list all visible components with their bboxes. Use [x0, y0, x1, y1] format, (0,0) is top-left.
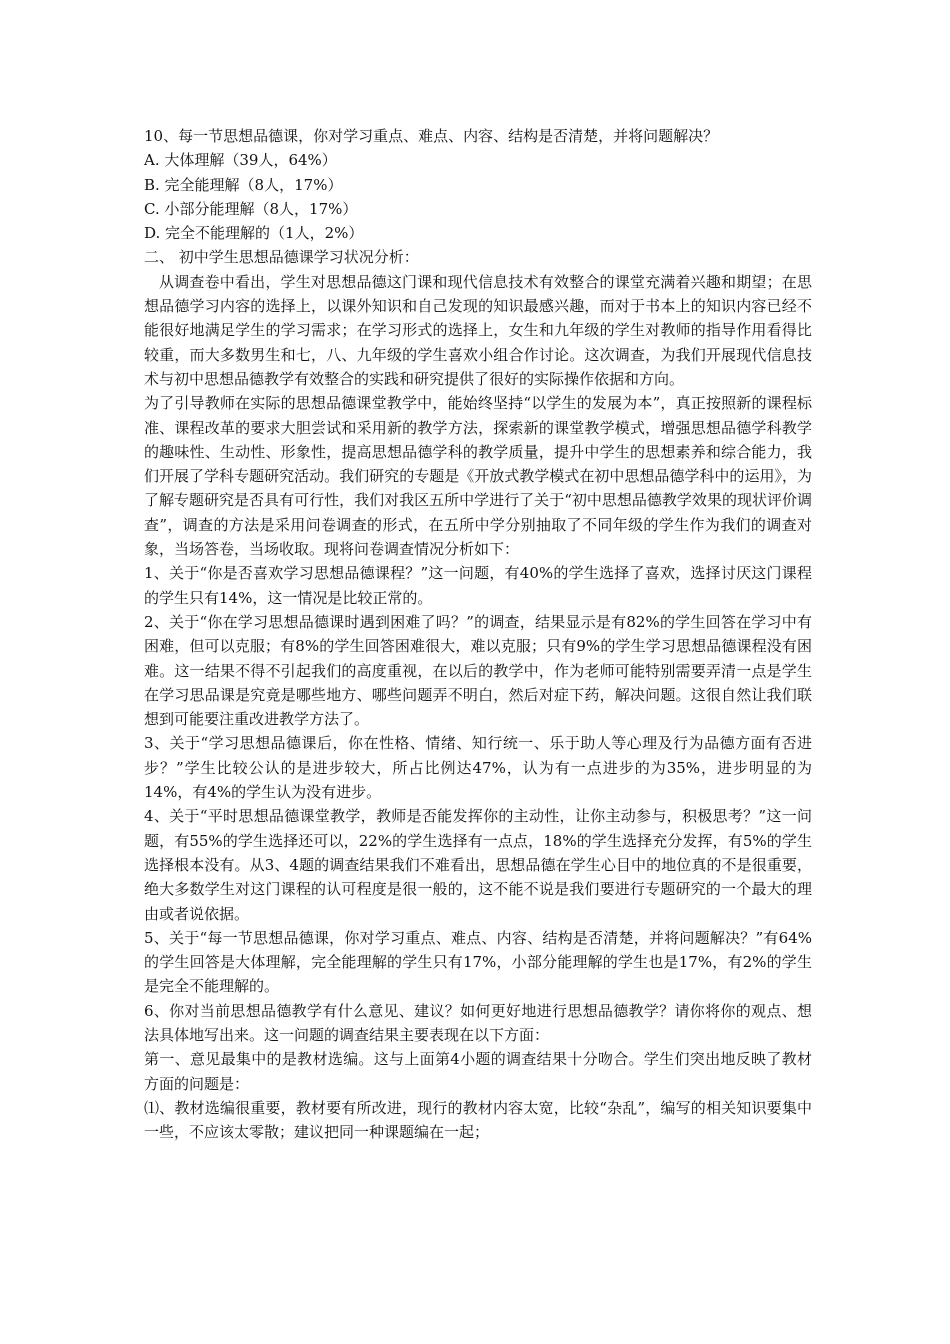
option-a: A. 大体理解（39人，64%）	[144, 151, 337, 170]
paragraph-item-3: 3、关于“学习思想品德课后，你在性格、情绪、知行统一、乐于助人等心理及行为品德方面有否进步？”学生比较公认的是进步较大，所占比例达47%，认为有一点进步的为35%，进步明显的为14%，有4%的学生认为没有进步。	[144, 734, 812, 802]
paragraph-item-6: 6、你对当前思想品德教学有什么意见、建议？如何更好地进行思想品德教学？请你将你的观点、想法具体地写出来。这一问题的调查结果主要表现在以下方面：	[144, 1001, 812, 1044]
section-heading: 二、 初中学生思想品德课学习状况分析：	[144, 248, 419, 267]
option-b: B. 完全能理解（8人，17%）	[144, 175, 343, 194]
paragraph-item-5: 5、关于“每一节思想品德课，你对学习重点、难点、内容、结构是否清楚，并将问题解决？”有64%的学生回答是大体理解，完全能理解的学生只有17%，小部分能理解的学生也是17%，有2%的学生是完全不能理解的。	[144, 928, 812, 996]
paragraph-sub-point-1: ⑴、教材选编很重要，教材要有所改进，现行的教材内容太宽，比较“杂乱”，编写的相关知识要集中一些，不应该太零散；建议把同一种课题编在一起；	[144, 1098, 812, 1142]
paragraph-item-1: 1、关于“你是否喜欢学习思想品德课程？”这一问题，有40%的学生选择了喜欢，选择讨厌这门课程的学生只有14%，这一情况是比较正常的。	[144, 564, 812, 607]
paragraph-item-4: 4、关于“平时思想品德课堂教学，教师是否能发挥你的主动性，让你主动参与，积极思考？”这一问题，有55%的学生选择还可以，22%的学生选择有一点点，18%的学生选择充分发挥，有5%的学生选择根本没有。从3、4题的调查结果我们不难看出，思想品德在学生心目中的地位真的不是很重要，绝大多数学生对这门课程的认可程度是很一般的，这不能不说是我们要进行专题研究的一个最大的理由或者说依据。	[144, 807, 812, 923]
document-page	[144, 124, 812, 1144]
question-10-title: 10、每一节思想品德课，你对学习重点、难点、内容、结构是否清楚，并将问题解决？	[144, 127, 719, 145]
paragraph-background: 为了引导教师在实际的思想品德课堂教学中，能始终坚持“以学生的发展为本”，真正按照新的课程标准、课程改革的要求大胆尝试和采用新的教学方法，探索新的课堂教学模式，增强思想品德学科教学的趣味性、生动性、形象性，提高思想品德学科的教学质量，提升中学生的思想素养和综合能力，我们开展了学科专题研究活动。我们研究的专题是《开放式教学模式在初中思想品德学科中的运用》，为了解专题研究是否具有可行性，我们对我区五所中学进行了关于“初中思想品德教学效果的现状评价调查”，调查的方法是采用问卷调查的形式，在五所中学分别抽取了不同年级的学生作为我们的调查对象，当场答卷，当场收取。现将问卷调查情况分析如下：	[144, 394, 812, 559]
paragraph-item-2: 2、关于“你在学习思想品德课时遇到困难了吗？”的调查，结果显示是有82%的学生回答在学习中有困难，但可以克服；有8%的学生回答困难很大，难以克服；只有9%的学生学习思想品德课程没有困难。这一结果不得不引起我们的高度重视，在以后的教学中，作为老师可能特别需要弄清一点是学生在学习思品课是究竟是哪些地方、哪些问题弄不明白，然后对症下药，解决问题。这很自然让我们联想到可能要注重改进教学方法了。	[144, 612, 812, 729]
option-d: D. 完全不能理解的（1人，2%）	[144, 224, 364, 243]
option-c: C. 小部分能理解（8人，17%）	[144, 199, 358, 218]
paragraph-first-point: 第一、意见最集中的是教材选编。这与上面第4小题的调查结果十分吻合。学生们突出地反映了教材方面的问题是：	[144, 1050, 812, 1093]
paragraph-summary: 从调查卷中看出，学生对思想品德这门课和现代信息技术有效整合的课堂充满着兴趣和期望；在思想品德学习内容的选择上，以课外知识和自己发现的知识最感兴趣，而对于书本上的知识内容已经不能很好地满足学生的学习需求；在学习形式的选择上，女生和九年级的学生对教师的指导作用看得比较重，而大多数男生和七，八、九年级的学生喜欢小组合作讨论。这次调查，为我们开展现代信息技术与初中思想品德教学有效整合的实践和研究提供了很好的实际操作依据和方向。	[144, 272, 812, 388]
